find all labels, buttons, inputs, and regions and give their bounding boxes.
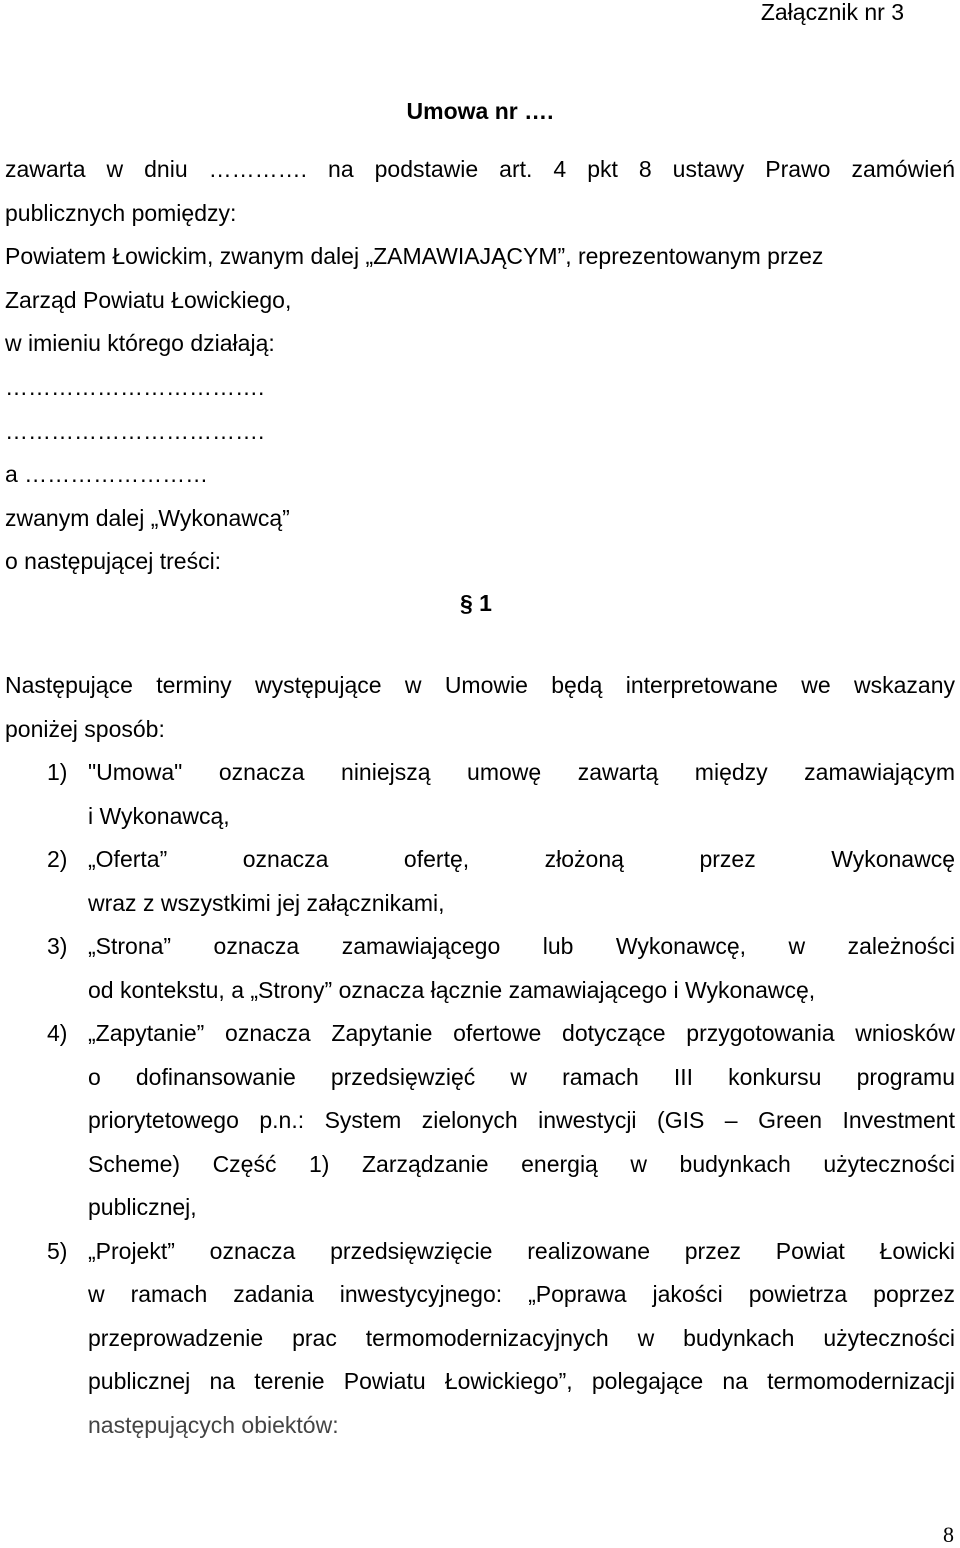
definition-3-number: 3) [47, 933, 68, 959]
definition-5-line-2: w ramach zadania inwestycyjnego: „Poprawa jakości powietrza poprzez [88, 1281, 955, 1307]
intro-line-9: zwanym dalej „Wykonawcą” [5, 505, 290, 531]
intro-line-5: w imieniu którego działają: [5, 330, 275, 356]
section-intro-line-2: poniżej sposób: [5, 716, 165, 742]
intro-line-8: a …………………… [5, 461, 209, 487]
section-intro-line-1: Następujące terminy występujące w Umowie będą interpretowane we wskazany [5, 672, 955, 698]
intro-line-1: zawarta w dniu …………. na podstawie art. 4 pkt 8 ustawy Prawo zamówień [5, 156, 955, 182]
definition-1-line-2: i Wykonawcą, [88, 803, 230, 829]
intro-line-2: publicznych pomiędzy: [5, 200, 237, 226]
definition-4-line-5: publicznej, [88, 1194, 197, 1220]
definition-5-line-3: przeprowadzenie prac termomodernizacyjnych w budynkach użyteczności [88, 1325, 955, 1351]
definition-5-line-4: publicznej na terenie Powiatu Łowickiego”, polegające na termomodernizacji [88, 1368, 955, 1394]
definition-4-line-1: „Zapytanie” oznacza Zapytanie ofertowe dotyczące przygotowania wniosków [88, 1020, 955, 1046]
definition-3-line-1: „Strona” oznacza zamawiającego lub Wykonawcę, w zależności [88, 933, 955, 959]
definition-1-line-1: "Umowa" oznacza niniejszą umowę zawartą między zamawiającym [88, 759, 955, 785]
intro-line-3: Powiatem Łowickim, zwanym dalej „ZAMAWIAJĄCYM”, reprezentowanym przez [5, 243, 824, 269]
section-mark: § 1 [460, 590, 492, 616]
intro-line-6: ……………………………. [5, 374, 265, 400]
document-title: Umowa nr …. [406, 98, 554, 124]
definition-5-number: 5) [47, 1238, 68, 1264]
definition-2-line-1: „Oferta” oznacza ofertę, złożoną przez Wykonawcę [88, 846, 955, 872]
intro-line-10: o następującej treści: [5, 548, 222, 574]
definition-4-number: 4) [47, 1020, 68, 1046]
definition-4-line-4: Scheme) Część 1) Zarządzanie energią w budynkach użyteczności [88, 1151, 955, 1177]
page-number: 8 [943, 1522, 954, 1547]
definition-2-number: 2) [47, 846, 68, 872]
intro-line-4: Zarząd Powiatu Łowickiego, [5, 287, 292, 313]
definition-3-line-2: od kontekstu, a „Strony” oznacza łącznie zamawiającego i Wykonawcę, [88, 977, 816, 1003]
definition-5-line-1: „Projekt” oznacza przedsięwzięcie realizowane przez Powiat Łowicki [88, 1238, 955, 1264]
intro-line-7: ……………………………. [5, 418, 265, 444]
definition-2-line-2: wraz z wszystkimi jej załącznikami, [88, 890, 445, 916]
definition-4-line-3: priorytetowego p.n.: System zielonych inwestycji (GIS – Green Investment [88, 1107, 955, 1133]
annex-label: Załącznik nr 3 [760, 0, 904, 25]
definition-4-line-2: o dofinansowanie przedsięwzięć w ramach III konkursu programu [88, 1064, 955, 1090]
definition-1-number: 1) [47, 759, 68, 785]
definition-5-line-5: następujących obiektów: [88, 1412, 339, 1438]
